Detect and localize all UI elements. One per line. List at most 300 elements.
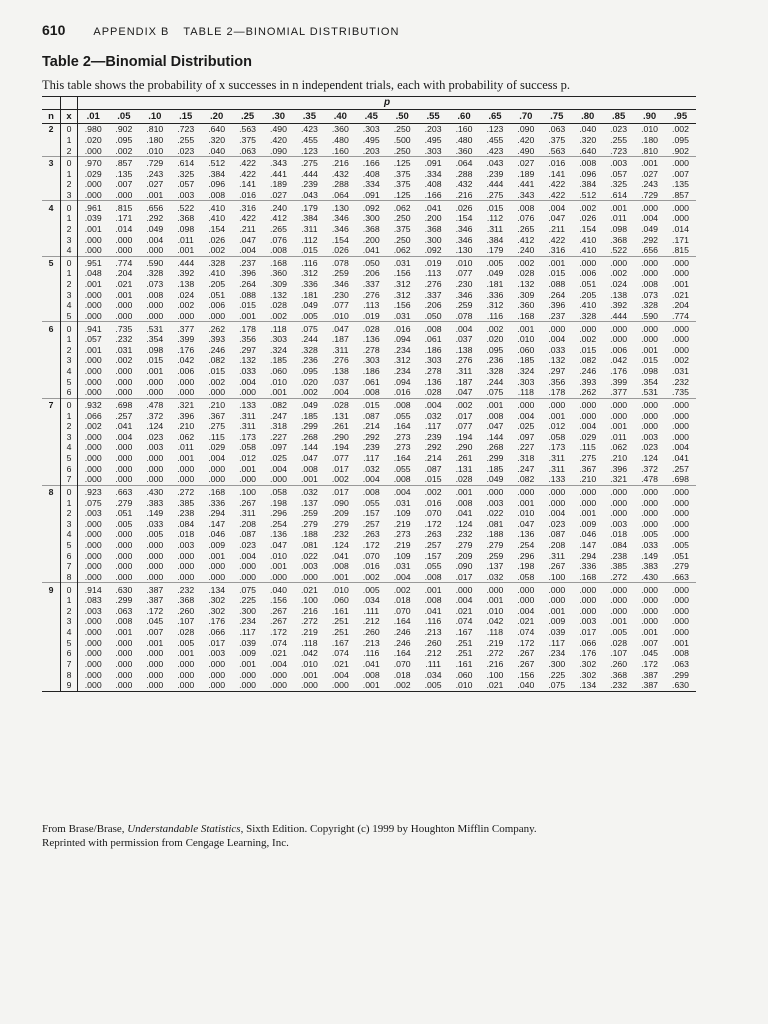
probability-cell: .302 [208, 595, 226, 606]
probability-cell: .387 [139, 583, 170, 595]
probability-cell: .005 [610, 627, 628, 638]
probability-cell: .232 [170, 583, 201, 595]
probability-cell: .062 [387, 201, 418, 213]
probability-cell: .000 [479, 583, 510, 595]
probability-cell: .098 [177, 223, 195, 234]
probability-cell: .002 [115, 145, 133, 156]
probability-cell: .272 [610, 571, 628, 582]
probability-cell: .116 [424, 616, 442, 627]
probability-cell: .001 [548, 410, 566, 421]
p-value-header: .45 [356, 110, 387, 124]
probability-cell: .000 [541, 322, 572, 334]
probability-cell: .000 [603, 322, 634, 334]
probability-cell: .384 [579, 179, 597, 190]
probability-cell: .276 [331, 355, 349, 366]
probability-cell: .000 [672, 334, 689, 345]
probability-cell: .016 [541, 156, 572, 168]
probability-cell: .360 [270, 268, 287, 279]
probability-cell: .000 [78, 680, 109, 691]
probability-cell: .311 [301, 223, 318, 234]
probability-cell: .216 [486, 658, 504, 669]
probability-cell: .001 [239, 658, 257, 669]
probability-cell: .002 [331, 474, 349, 485]
n-cell: 4 [42, 201, 61, 213]
probability-cell: .004 [331, 669, 349, 680]
probability-cell: .294 [208, 508, 226, 519]
probability-cell: .735 [672, 387, 689, 398]
n-cell [42, 169, 61, 180]
probability-cell: .444 [610, 310, 628, 321]
probability-cell: .132 [517, 279, 535, 290]
probability-cell: .041 [672, 453, 689, 464]
probability-cell: .000 [510, 398, 541, 410]
probability-cell: .051 [579, 279, 597, 290]
probability-cell: .057 [610, 168, 628, 179]
probability-cell: .073 [641, 289, 659, 300]
probability-cell: .060 [455, 669, 473, 680]
probability-cell: .021 [672, 289, 689, 300]
x-cell: 2 [61, 421, 78, 432]
x-cell: 7 [61, 561, 78, 572]
table-row [42, 322, 696, 334]
probability-cell: .004 [548, 508, 566, 519]
probability-cell: .343 [263, 156, 294, 168]
p-header-blank-n [42, 97, 61, 110]
probability-cell: .011 [177, 234, 194, 245]
probability-cell: .090 [270, 145, 287, 156]
probability-cell: .279 [455, 540, 473, 551]
probability-cell: .081 [300, 540, 318, 551]
probability-cell: .410 [208, 268, 226, 279]
probability-cell: .368 [424, 223, 442, 234]
probability-cell: .051 [115, 508, 133, 519]
x-cell: 3 [61, 234, 78, 245]
column-header-row [42, 110, 696, 124]
probability-cell: .614 [610, 190, 628, 201]
probability-cell: .111 [363, 605, 380, 616]
probability-cell: .000 [177, 561, 195, 572]
probability-cell: .000 [208, 658, 226, 669]
probability-cell: .630 [108, 583, 139, 595]
probability-cell: .311 [548, 463, 565, 474]
p-value-header: .20 [201, 110, 232, 124]
probability-cell: .230 [331, 289, 349, 300]
probability-cell: .141 [548, 168, 566, 179]
probability-cell: .000 [115, 387, 133, 398]
probability-cell: .000 [115, 571, 133, 582]
probability-cell: .001 [239, 310, 257, 321]
probability-cell: .334 [362, 179, 380, 190]
probability-cell: .614 [170, 156, 201, 168]
probability-cell: .455 [300, 134, 318, 145]
probability-cell: .051 [672, 550, 689, 561]
probability-cell: .002 [115, 355, 133, 366]
probability-cell: .422 [232, 156, 263, 168]
x-cell: 0 [61, 322, 78, 334]
probability-cell: .076 [517, 213, 535, 224]
probability-cell: .034 [424, 669, 442, 680]
probability-cell: .325 [177, 168, 195, 179]
probability-cell: .216 [325, 156, 356, 168]
probability-cell: .088 [239, 289, 257, 300]
probability-cell: .027 [510, 156, 541, 168]
probability-cell: .000 [115, 300, 133, 311]
table-row [42, 497, 696, 508]
probability-cell: .133 [232, 398, 263, 410]
probability-cell: .422 [548, 179, 566, 190]
probability-cell: .040 [510, 680, 541, 691]
probability-cell: .000 [170, 680, 201, 691]
probability-cell: .095 [486, 344, 504, 355]
table-row [42, 245, 696, 256]
page-number: 610 [42, 22, 66, 38]
probability-cell: .118 [263, 322, 294, 334]
probability-cell: .063 [115, 605, 133, 616]
probability-cell: .299 [486, 453, 504, 464]
probability-cell: .075 [486, 387, 504, 398]
probability-cell: .018 [393, 669, 411, 680]
x-cell: 4 [61, 442, 78, 453]
probability-cell: .316 [232, 201, 263, 213]
probability-cell: .000 [634, 256, 665, 268]
probability-cell: .095 [300, 366, 318, 377]
probability-cell: .212 [362, 616, 380, 627]
probability-cell: .134 [572, 680, 603, 691]
probability-cell: .000 [641, 595, 659, 606]
probability-cell: .259 [300, 508, 318, 519]
probability-cell: .000 [84, 245, 102, 256]
probability-cell: .004 [239, 245, 257, 256]
probability-cell: .000 [672, 529, 689, 540]
table-row [42, 442, 696, 453]
probability-cell: .272 [170, 485, 201, 497]
probability-cell: .000 [510, 485, 541, 497]
probability-cell: .000 [146, 561, 164, 572]
p-value-header: .90 [634, 110, 665, 124]
probability-cell: .384 [486, 234, 504, 245]
p-value-header: .50 [387, 110, 418, 124]
n-cell: 8 [42, 485, 61, 497]
probability-cell: .951 [78, 256, 109, 268]
probability-cell: .189 [270, 179, 287, 190]
probability-cell: .000 [665, 583, 696, 595]
probability-cell: .005 [641, 529, 659, 540]
x-cell: 1 [61, 135, 78, 146]
probability-cell: .066 [84, 410, 102, 421]
probability-cell: .480 [455, 134, 473, 145]
probability-cell: .031 [393, 310, 411, 321]
probability-cell: .328 [146, 268, 164, 279]
probability-cell: .000 [146, 310, 164, 321]
probability-cell: .156 [270, 595, 287, 606]
probability-cell: .000 [672, 431, 689, 442]
probability-cell: .041 [455, 508, 473, 519]
n-cell: 6 [42, 322, 61, 334]
probability-cell: .027 [641, 168, 659, 179]
x-cell: 2 [61, 224, 78, 235]
table-row [42, 279, 696, 290]
probability-cell: .941 [78, 322, 109, 334]
probability-cell: .001 [115, 289, 133, 300]
probability-cell: .000 [510, 583, 541, 595]
credit-line-2: Reprinted with permission from Cengage Learning, Inc. [42, 837, 289, 849]
probability-cell: .029 [579, 431, 597, 442]
probability-cell: .010 [449, 680, 480, 691]
probability-cell: .219 [486, 637, 504, 648]
probability-cell: .239 [362, 442, 380, 453]
probability-cell: .087 [362, 410, 380, 421]
probability-cell: .250 [393, 145, 411, 156]
n-cell [42, 387, 61, 398]
probability-cell: .320 [579, 134, 597, 145]
probability-cell: .412 [517, 234, 535, 245]
probability-cell: .300 [548, 658, 566, 669]
probability-cell: .040 [208, 145, 226, 156]
probability-cell: .275 [579, 453, 597, 464]
n-cell [42, 345, 61, 356]
probability-cell: .000 [84, 300, 102, 311]
probability-cell: .004 [548, 334, 566, 345]
probability-cell: .000 [146, 550, 164, 561]
probability-cell: .267 [239, 497, 257, 508]
probability-cell: .367 [208, 410, 226, 421]
probability-cell: .430 [641, 571, 659, 582]
x-cell: 2 [61, 345, 78, 356]
probability-cell: .009 [548, 616, 566, 627]
probability-cell: .216 [455, 190, 473, 201]
probability-cell: .032 [362, 463, 380, 474]
probability-cell: .010 [270, 376, 287, 387]
n-cell [42, 519, 61, 530]
probability-cell: .210 [579, 474, 597, 485]
n-cell [42, 224, 61, 235]
probability-cell: .422 [548, 234, 566, 245]
probability-cell: .385 [610, 561, 628, 572]
probability-cell: .000 [572, 485, 603, 497]
probability-cell: .096 [208, 179, 226, 190]
p-header-blank-x [61, 97, 78, 110]
probability-cell: .008 [387, 398, 418, 410]
probability-cell: .028 [517, 268, 535, 279]
probability-cell: .096 [579, 168, 597, 179]
probability-cell: .117 [363, 453, 380, 464]
probability-cell: .000 [146, 669, 164, 680]
probability-cell: .008 [672, 648, 689, 659]
table-title: Table 2—Binomial Distribution [42, 54, 252, 70]
probability-cell: .134 [201, 583, 232, 595]
probability-cell: .047 [455, 387, 473, 398]
table-row [42, 169, 696, 180]
probability-cell: .023 [146, 431, 164, 442]
probability-cell: .004 [455, 595, 473, 606]
probability-cell: .003 [579, 616, 597, 627]
table-row [42, 345, 696, 356]
probability-cell: .049 [300, 300, 318, 311]
probability-cell: .384 [208, 168, 226, 179]
probability-cell: .116 [486, 310, 504, 321]
probability-cell: .000 [641, 268, 659, 279]
probability-cell: .316 [548, 245, 566, 256]
probability-cell: .000 [146, 300, 164, 311]
probability-cell: .723 [610, 145, 628, 156]
probability-cell: .001 [208, 550, 226, 561]
probability-cell: .399 [610, 376, 628, 387]
probability-cell: .006 [579, 268, 597, 279]
table-row [42, 355, 696, 366]
probability-cell: .254 [517, 540, 535, 551]
probability-cell: .522 [170, 201, 201, 213]
probability-cell: .021 [115, 279, 133, 290]
probability-cell: .000 [325, 680, 356, 691]
probability-cell: .168 [263, 256, 294, 268]
probability-cell: .321 [170, 398, 201, 410]
x-cell: 3 [61, 355, 78, 366]
table-row [42, 583, 696, 595]
table-row [42, 201, 696, 213]
probability-cell: .168 [579, 571, 597, 582]
probability-cell: .000 [115, 366, 133, 377]
probability-cell: .022 [300, 550, 318, 561]
probability-cell: .172 [362, 540, 380, 551]
probability-cell: .000 [665, 322, 696, 334]
probability-cell: .000 [115, 474, 133, 485]
x-cell: 8 [61, 572, 78, 583]
probability-cell: .070 [393, 605, 411, 616]
probability-cell: .000 [84, 518, 102, 529]
probability-cell: .346 [455, 289, 473, 300]
probability-cell: .399 [177, 334, 195, 345]
probability-cell: .125 [387, 156, 418, 168]
probability-cell: .243 [641, 179, 659, 190]
probability-cell: .273 [393, 442, 411, 453]
table-row [42, 616, 696, 627]
probability-cell: .001 [356, 680, 387, 691]
probability-cell: .309 [517, 289, 535, 300]
probability-cell: .005 [356, 583, 387, 595]
p-value-header: .85 [603, 110, 634, 124]
probability-cell: .204 [115, 268, 133, 279]
p-value-header: .55 [418, 110, 449, 124]
probability-cell: .300 [424, 234, 442, 245]
probability-cell: .000 [177, 571, 195, 582]
probability-cell: .000 [115, 637, 133, 648]
probability-cell: .172 [424, 518, 442, 529]
probability-cell: .198 [270, 497, 287, 508]
probability-cell: .000 [479, 485, 510, 497]
probability-cell: .360 [455, 145, 473, 156]
probability-cell: .255 [177, 134, 195, 145]
probability-cell: .000 [84, 616, 102, 627]
probability-cell: .729 [641, 190, 659, 201]
probability-cell: .000 [449, 583, 480, 595]
probability-cell: .154 [455, 213, 473, 224]
x-cell: 0 [61, 583, 78, 595]
probability-cell: .257 [362, 518, 380, 529]
probability-cell: .297 [548, 366, 566, 377]
probability-cell: .000 [84, 669, 102, 680]
probability-cell: .017 [208, 637, 226, 648]
probability-cell: .171 [115, 213, 133, 224]
probability-cell: .250 [393, 124, 411, 135]
probability-cell: .000 [108, 680, 139, 691]
probability-cell: .008 [362, 387, 380, 398]
probability-cell: .111 [425, 658, 441, 669]
probability-cell: .000 [672, 605, 689, 616]
probability-cell: .002 [479, 322, 510, 334]
table-row [42, 179, 696, 190]
probability-cell: .259 [486, 550, 504, 561]
probability-cell: .512 [579, 190, 597, 201]
probability-cell: .001 [239, 463, 257, 474]
table-row [42, 234, 696, 245]
probability-cell: .010 [641, 124, 659, 135]
probability-cell: .173 [239, 431, 257, 442]
probability-cell: .383 [146, 497, 164, 508]
probability-cell: .200 [362, 234, 380, 245]
table-row [42, 508, 696, 519]
table-row [42, 595, 696, 606]
probability-cell: .312 [300, 268, 318, 279]
probability-cell: .478 [139, 398, 170, 410]
probability-cell: .923 [78, 485, 109, 497]
probability-cell: .000 [208, 387, 226, 398]
probability-cell: .328 [300, 344, 318, 355]
n-cell [42, 234, 61, 245]
probability-cell: .000 [84, 561, 102, 572]
probability-cell: .268 [300, 431, 318, 442]
probability-cell: .064 [331, 190, 349, 201]
probability-cell: .000 [146, 376, 164, 387]
table-row [42, 485, 696, 497]
probability-cell: .008 [393, 474, 411, 485]
probability-cell: .210 [610, 453, 628, 464]
probability-cell: .288 [455, 168, 473, 179]
probability-cell: .001 [146, 190, 164, 201]
probability-cell: .000 [572, 583, 603, 595]
probability-cell: .325 [610, 179, 628, 190]
n-cell: 3 [42, 156, 61, 168]
x-cell: 2 [61, 145, 78, 156]
x-cell: 5 [61, 637, 78, 648]
probability-cell: .490 [270, 124, 287, 135]
probability-cell: .160 [331, 145, 349, 156]
probability-cell: .303 [362, 124, 380, 135]
probability-cell: .268 [486, 442, 504, 453]
probability-cell: .097 [517, 431, 535, 442]
probability-cell: .188 [300, 529, 318, 540]
probability-cell: .640 [208, 124, 226, 135]
probability-cell: .205 [579, 289, 597, 300]
probability-cell: .076 [270, 234, 287, 245]
table-row [42, 256, 696, 268]
probability-cell: .109 [393, 508, 411, 519]
probability-cell: .000 [641, 334, 659, 345]
probability-cell: .002 [387, 680, 418, 691]
probability-cell: .336 [300, 279, 318, 290]
probability-cell: .092 [356, 201, 387, 213]
probability-cell: .422 [239, 168, 257, 179]
probability-cell: .334 [424, 168, 442, 179]
probability-cell: .000 [177, 376, 195, 387]
probability-cell: .290 [331, 431, 349, 442]
probability-cell: .563 [548, 145, 566, 156]
probability-cell: .000 [208, 474, 226, 485]
probability-cell: .136 [517, 529, 535, 540]
n-cell [42, 627, 61, 638]
probability-cell: .346 [331, 223, 349, 234]
x-cell: 4 [61, 245, 78, 256]
probability-cell: .372 [146, 410, 164, 421]
